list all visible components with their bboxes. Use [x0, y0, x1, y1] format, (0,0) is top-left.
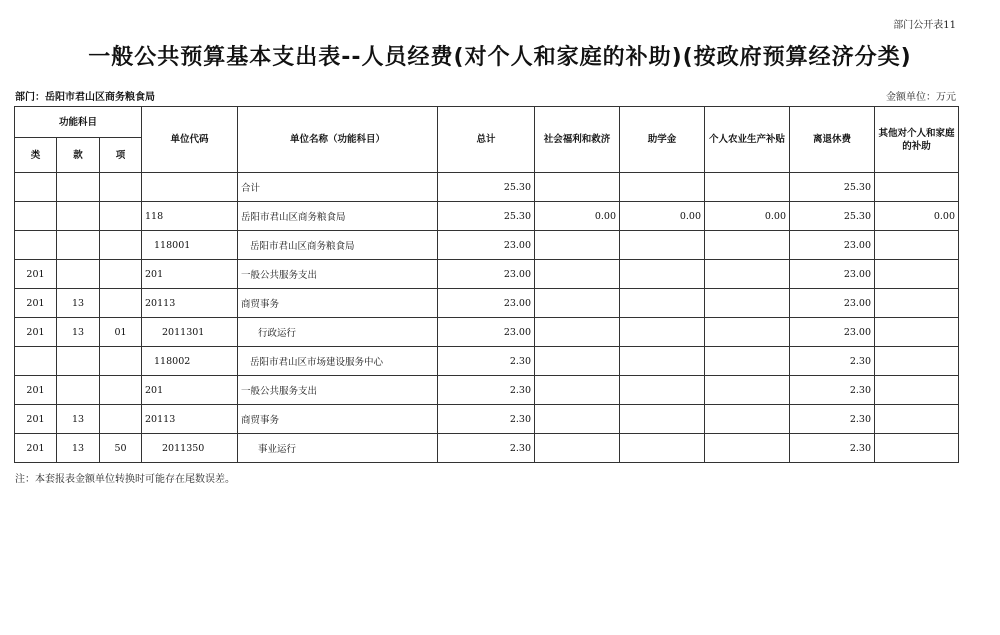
cell-lei	[15, 231, 57, 260]
cell-code: 201	[142, 260, 238, 289]
cell-retire: 25.30	[790, 202, 875, 231]
cell-agri: 0.00	[705, 202, 790, 231]
cell-code: 118002	[142, 347, 238, 376]
header-retirement: 离退休费	[790, 107, 875, 173]
cell-scholarship	[620, 376, 705, 405]
cell-kuan: 13	[57, 434, 100, 463]
cell-total: 2.30	[438, 376, 535, 405]
cell-agri	[705, 173, 790, 202]
cell-agri	[705, 347, 790, 376]
cell-name: 岳阳市君山区商务粮食局	[238, 202, 438, 231]
cell-other	[875, 405, 959, 434]
cell-total: 23.00	[438, 289, 535, 318]
cell-other	[875, 289, 959, 318]
cell-retire: 2.30	[790, 347, 875, 376]
cell-lei	[15, 173, 57, 202]
cell-scholarship	[620, 347, 705, 376]
header-agri-subsidy: 个人农业生产补贴	[705, 107, 790, 173]
cell-retire: 2.30	[790, 434, 875, 463]
cell-lei	[15, 202, 57, 231]
cell-welfare	[535, 318, 620, 347]
header-total: 总计	[438, 107, 535, 173]
cell-scholarship	[620, 231, 705, 260]
cell-xiang	[100, 376, 142, 405]
page-title: 一般公共预算基本支出表--人员经费(对个人和家庭的补助)(按政府预算经济分类)	[88, 45, 912, 70]
cell-name: 商贸事务	[238, 405, 438, 434]
cell-total: 23.00	[438, 260, 535, 289]
cell-other	[875, 434, 959, 463]
header-scholarship: 助学金	[620, 107, 705, 173]
header-kuan: 款	[57, 138, 100, 173]
cell-scholarship	[620, 318, 705, 347]
cell-other	[875, 318, 959, 347]
header-row	[15, 107, 959, 138]
cell-xiang	[100, 405, 142, 434]
cell-name: 岳阳市君山区商务粮食局	[238, 231, 438, 260]
cell-welfare	[535, 231, 620, 260]
cell-total: 2.30	[438, 434, 535, 463]
form-number-label: 部门公开表11	[893, 20, 956, 31]
cell-welfare	[535, 405, 620, 434]
cell-xiang	[100, 289, 142, 318]
cell-agri	[705, 434, 790, 463]
cell-total: 25.30	[438, 202, 535, 231]
cell-welfare: 0.00	[535, 202, 620, 231]
cell-kuan: 13	[57, 405, 100, 434]
cell-lei	[15, 347, 57, 376]
cell-code: 20113	[142, 289, 238, 318]
header-unit-name: 单位名称（功能科目）	[238, 107, 438, 173]
cell-welfare	[535, 260, 620, 289]
header-func-subject: 功能科目	[15, 107, 142, 138]
cell-retire: 23.00	[790, 318, 875, 347]
cell-scholarship	[620, 173, 705, 202]
cell-retire: 23.00	[790, 289, 875, 318]
table-row	[15, 318, 959, 347]
cell-name: 一般公共服务支出	[238, 260, 438, 289]
cell-welfare	[535, 289, 620, 318]
currency-unit-label: 金额单位：万元	[886, 92, 956, 103]
cell-other	[875, 347, 959, 376]
header-unit-code: 单位代码	[142, 107, 238, 173]
cell-xiang	[100, 231, 142, 260]
cell-total: 2.30	[438, 405, 535, 434]
cell-retire: 23.00	[790, 231, 875, 260]
table-row	[15, 405, 959, 434]
cell-agri	[705, 260, 790, 289]
cell-code: 118001	[142, 231, 238, 260]
cell-xiang	[100, 202, 142, 231]
cell-name: 行政运行	[238, 318, 438, 347]
cell-agri	[705, 289, 790, 318]
cell-agri	[705, 376, 790, 405]
expenditure-table	[14, 106, 959, 463]
cell-lei: 201	[15, 260, 57, 289]
cell-kuan	[57, 202, 100, 231]
cell-xiang	[100, 347, 142, 376]
cell-code: 2011301	[142, 318, 238, 347]
cell-total: 25.30	[438, 173, 535, 202]
footnote: 注：本套报表金额单位转换时可能存在尾数误差。	[15, 474, 235, 485]
cell-total: 23.00	[438, 318, 535, 347]
cell-scholarship	[620, 260, 705, 289]
cell-lei: 201	[15, 289, 57, 318]
cell-retire: 25.30	[790, 173, 875, 202]
cell-code: 118	[142, 202, 238, 231]
table-row	[15, 260, 959, 289]
cell-xiang	[100, 173, 142, 202]
cell-other	[875, 231, 959, 260]
cell-code: 20113	[142, 405, 238, 434]
cell-agri	[705, 405, 790, 434]
cell-agri	[705, 231, 790, 260]
cell-kuan	[57, 173, 100, 202]
cell-kuan	[57, 376, 100, 405]
cell-welfare	[535, 347, 620, 376]
cell-kuan	[57, 260, 100, 289]
cell-kuan	[57, 347, 100, 376]
cell-xiang: 50	[100, 434, 142, 463]
cell-code: 201	[142, 376, 238, 405]
cell-welfare	[535, 376, 620, 405]
cell-welfare	[535, 434, 620, 463]
cell-total: 2.30	[438, 347, 535, 376]
department-label: 部门：岳阳市君山区商务粮食局	[15, 92, 155, 103]
cell-name: 岳阳市君山区市场建设服务中心	[238, 347, 438, 376]
cell-kuan: 13	[57, 289, 100, 318]
cell-scholarship: 0.00	[620, 202, 705, 231]
cell-name: 一般公共服务支出	[238, 376, 438, 405]
cell-other: 0.00	[875, 202, 959, 231]
cell-retire: 2.30	[790, 376, 875, 405]
cell-lei: 201	[15, 376, 57, 405]
header-xiang: 项	[100, 138, 142, 173]
cell-name: 商贸事务	[238, 289, 438, 318]
cell-scholarship	[620, 405, 705, 434]
cell-other	[875, 173, 959, 202]
cell-lei: 201	[15, 318, 57, 347]
cell-kuan: 13	[57, 318, 100, 347]
header-other-subsidy: 其他对个人和家庭的补助	[875, 107, 959, 173]
table-row	[15, 347, 959, 376]
cell-xiang: 01	[100, 318, 142, 347]
cell-scholarship	[620, 434, 705, 463]
header-welfare: 社会福利和救济	[535, 107, 620, 173]
cell-scholarship	[620, 289, 705, 318]
cell-xiang	[100, 260, 142, 289]
cell-total: 23.00	[438, 231, 535, 260]
table-row	[15, 434, 959, 463]
cell-retire: 23.00	[790, 260, 875, 289]
table-row	[15, 202, 959, 231]
cell-name: 合计	[238, 173, 438, 202]
cell-name: 事业运行	[238, 434, 438, 463]
table-row	[15, 231, 959, 260]
cell-code: 2011350	[142, 434, 238, 463]
table-row	[15, 173, 959, 202]
cell-lei: 201	[15, 434, 57, 463]
table-row	[15, 376, 959, 405]
header-lei: 类	[15, 138, 57, 173]
cell-kuan	[57, 231, 100, 260]
cell-code	[142, 173, 238, 202]
cell-lei: 201	[15, 405, 57, 434]
cell-other	[875, 260, 959, 289]
cell-retire: 2.30	[790, 405, 875, 434]
table-row	[15, 289, 959, 318]
cell-welfare	[535, 173, 620, 202]
cell-other	[875, 376, 959, 405]
cell-agri	[705, 318, 790, 347]
